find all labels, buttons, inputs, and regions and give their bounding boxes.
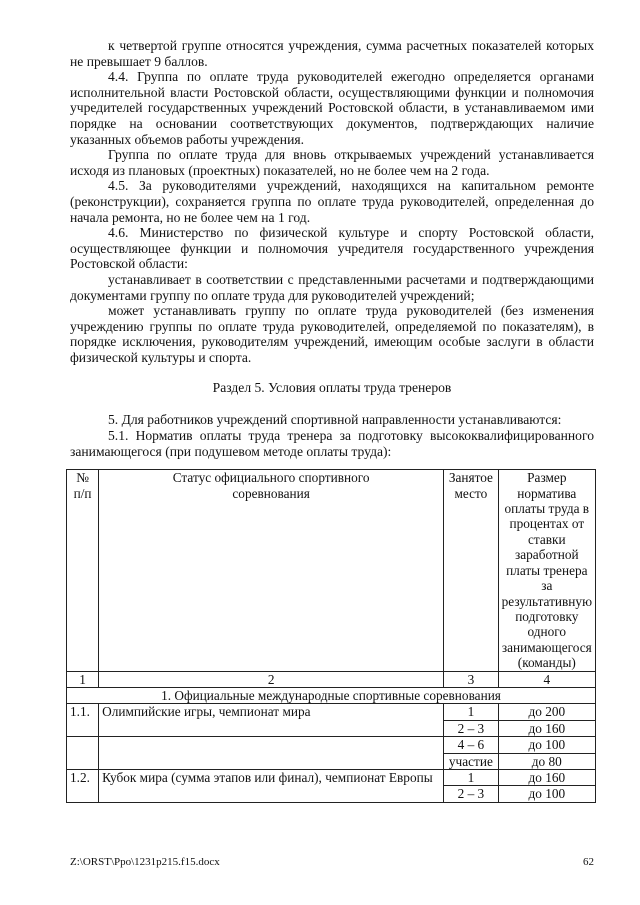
norm-table bbox=[66, 469, 596, 803]
row-value: до 160 bbox=[498, 720, 595, 736]
section-heading: Раздел 5. Условия оплаты труда тренеров bbox=[212, 380, 452, 396]
row-value: до 100 bbox=[498, 737, 595, 753]
row-value: до 100 bbox=[498, 786, 595, 802]
table-section-row bbox=[67, 687, 596, 703]
header-status: Статус официального спортивного соревнования bbox=[99, 470, 444, 671]
header-norm: Размер норматива оплаты труда в процентах от ставки заработной платы тренера за результативную подготовку одного занимающегося (команды) bbox=[498, 470, 595, 671]
paragraph: может устанавливать группу по оплате труда руководителей (без изменения учреждению группы по оплате труда руководителей, определяемой по показателям), в порядке исключения, руководителям учреждений, имеющим особые заслуги в области физической культуры и спорта. bbox=[70, 303, 594, 365]
document-page bbox=[70, 38, 594, 803]
section-row-title: 1. Официальные международные спортивные соревнования bbox=[67, 687, 596, 703]
paragraph: 4.5. За руководителями учреждений, находящихся на капитальном ремонте (реконструкции), сохраняется группа по оплате труда руководителей, определенная до начала ремонта, но не более чем на 1 год. bbox=[70, 178, 594, 225]
row-status-empty bbox=[99, 737, 444, 770]
paragraph: к четвертой группе относятся учреждения, сумма расчетных показателей которых не превышает 9 баллов. bbox=[70, 38, 594, 69]
paragraph: Группа по оплате труда для вновь открываемых учреждений устанавливается исходя из плановых (проектных) показателей, но не более чем на 2 года. bbox=[70, 147, 594, 178]
header-num: № п/п bbox=[67, 470, 99, 671]
row-place: 4 – 6 bbox=[444, 737, 498, 753]
paragraph: 5.1. Норматив оплаты труда тренера за подготовку высококвалифицированного занимающегося (при подушевом методе оплаты труда): bbox=[70, 428, 594, 459]
row-place: 2 – 3 bbox=[444, 786, 498, 802]
row-status: Олимпийские игры, чемпионат мира bbox=[99, 704, 444, 737]
row-value: до 200 bbox=[498, 704, 595, 720]
row-num: 1.1. bbox=[67, 704, 99, 737]
paragraph: устанавливает в соответствии с представленными расчетами и подтверждающими документами группу по оплате труда для руководителей учреждений; bbox=[70, 271, 594, 303]
table-header-row bbox=[67, 470, 596, 671]
paragraph: 4.4. Группа по оплате труда руководителей ежегодно определяется органами исполнительной власти Ростовской области, осуществляющими функции и полномочия учредителей государственных учреждений Ростовской области, в устанавливаемом ими порядке на основании соответствующих документов, подтверждающих наличие указанных объемов работы учреждения. bbox=[70, 69, 594, 147]
page-footer bbox=[70, 856, 594, 868]
row-place: 1 bbox=[444, 769, 498, 785]
col-number: 1 bbox=[67, 671, 99, 687]
table-row bbox=[67, 704, 596, 720]
page-number: 62 bbox=[583, 856, 594, 868]
row-value: до 80 bbox=[498, 753, 595, 769]
table-row bbox=[67, 737, 596, 753]
paragraph: 4.6. Министерство по физической культуре и спорту Ростовской области, осуществляющее функции и полномочия учредителя государственного учреждения Ростовской области: bbox=[70, 225, 594, 272]
row-num-empty bbox=[67, 737, 99, 770]
table-row bbox=[67, 769, 596, 785]
row-place: 2 – 3 bbox=[444, 720, 498, 736]
col-number: 3 bbox=[444, 671, 498, 687]
row-status: Кубок мира (сумма этапов или финал), чемпионат Европы bbox=[99, 769, 444, 802]
row-value: до 160 bbox=[498, 769, 595, 785]
col-number: 4 bbox=[498, 671, 595, 687]
header-place: Занятое место bbox=[444, 470, 498, 671]
column-numbers-row bbox=[67, 671, 596, 687]
col-number: 2 bbox=[99, 671, 444, 687]
file-path: Z:\ORST\Ppo\1231p215.f15.docx bbox=[70, 856, 220, 868]
row-place: 1 bbox=[444, 704, 498, 720]
row-num: 1.2. bbox=[67, 769, 99, 802]
row-place: участие bbox=[444, 753, 498, 769]
paragraph: 5. Для работников учреждений спортивной направленности устанавливаются: bbox=[108, 412, 562, 428]
